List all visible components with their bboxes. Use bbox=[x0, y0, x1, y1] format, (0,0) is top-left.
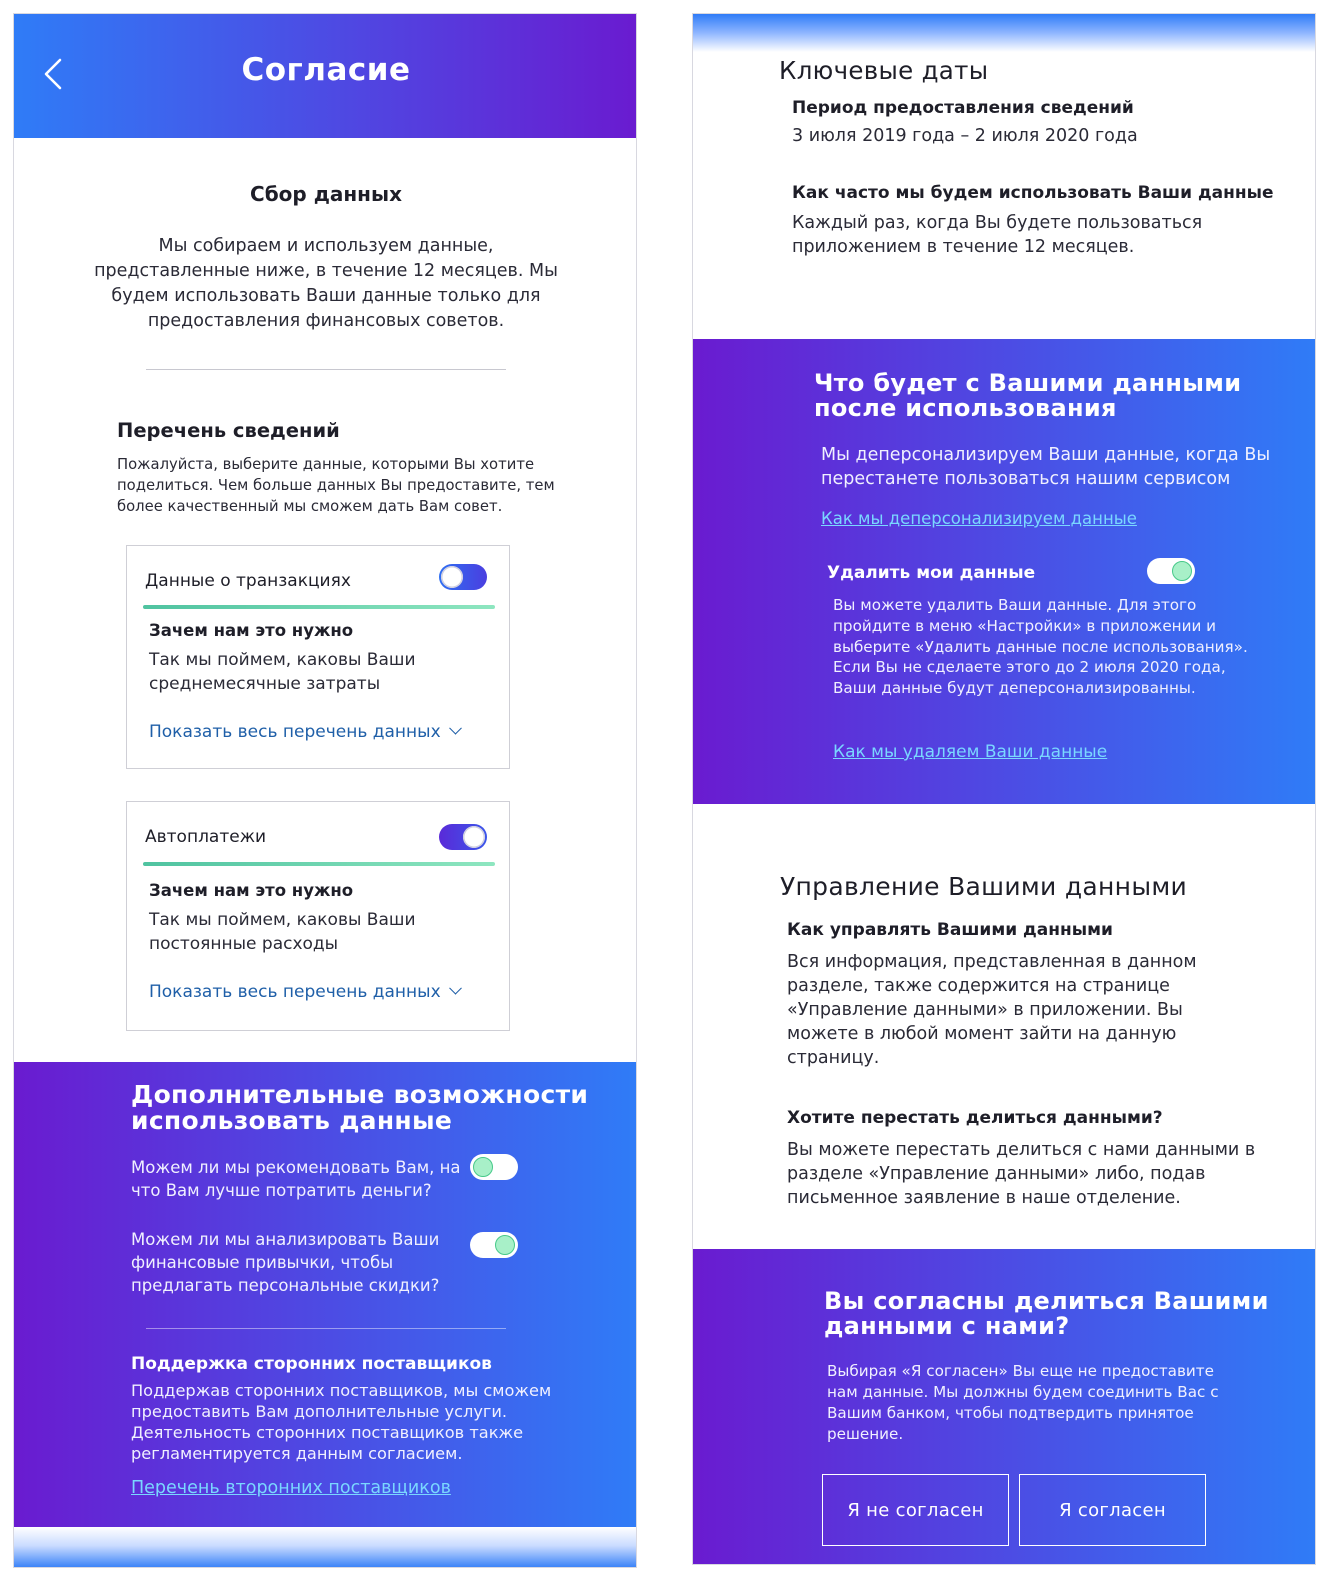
third-party-text: Поддержав сторонних поставщиков, мы сможем предоставить Вам дополнительные услуги. Деятельность сторонних поставщиков также регламентируется данным согласием. bbox=[131, 1381, 552, 1463]
chevron-down-icon bbox=[449, 982, 462, 995]
toggle-knob bbox=[473, 1157, 493, 1177]
how-to-manage-text: Вся информация, представленная в данном разделе, также содержится на странице «Управление данными» в приложении. Вы можете в любой момент зайти на данную страницу. bbox=[787, 952, 1197, 1068]
page-title: Согласие bbox=[241, 52, 411, 88]
card-why-label: Зачем нам это нужно bbox=[149, 621, 354, 640]
show-all-label: Показать весь перечень данных bbox=[149, 722, 441, 742]
card-title: Данные о транзакциях bbox=[145, 571, 351, 591]
period-label: Период предоставления сведений bbox=[792, 98, 1134, 118]
delete-data-link[interactable]: Как мы удаляем Ваши данные bbox=[833, 742, 1108, 762]
decline-button[interactable]: Я не согласен bbox=[822, 1474, 1009, 1546]
card-why-text: Так мы поймем, каковы Ваши среднемесячные затраты bbox=[149, 650, 416, 694]
bottom-gradient-strip bbox=[14, 1527, 637, 1568]
key-dates-title: Ключевые даты bbox=[779, 56, 989, 85]
accept-button[interactable]: Я согласен bbox=[1019, 1474, 1206, 1546]
recommend-toggle[interactable] bbox=[470, 1154, 518, 1180]
divider bbox=[146, 1328, 506, 1329]
extra-uses-section bbox=[14, 1062, 637, 1527]
top-gradient-strip bbox=[693, 14, 1316, 52]
analyze-question: Можем ли мы анализировать Ваши финансовые привычки, чтобы предлагать персональные скидки? bbox=[131, 1230, 440, 1295]
delete-data-toggle[interactable] bbox=[1147, 558, 1195, 584]
show-all-data-link[interactable] bbox=[149, 982, 460, 1002]
info-list-text: Пожалуйста, выберите данные, которыми Вы хотите поделиться. Чем больше данных Вы предоставите, тем более качественный мы сможем дать Вам совет. bbox=[117, 456, 555, 515]
toggle-knob bbox=[495, 1235, 515, 1255]
header-bar bbox=[14, 14, 637, 138]
stop-sharing-text: Вы можете перестать делиться с нами данными в разделе «Управление данными» либо, подав письменное заявление в наше отделение. bbox=[787, 1140, 1256, 1208]
extra-title: Дополнительные возможности использовать данные bbox=[131, 1080, 589, 1135]
period-value: 3 июля 2019 года – 2 июля 2020 года bbox=[792, 126, 1138, 146]
transactions-toggle[interactable] bbox=[439, 564, 487, 590]
divider bbox=[146, 369, 506, 370]
consent-left-panel bbox=[13, 13, 637, 1568]
delete-data-text: Вы можете удалить Ваши данные. Для этого пройдите в меню «Настройки» в приложении и выберите «Удалить данные после использования». Если Вы не сделаете этого до 2 июля 2020 года, Ваши данные будут деперсонализированны. bbox=[833, 596, 1248, 698]
show-all-label: Показать весь перечень данных bbox=[149, 982, 441, 1002]
depersonalize-link[interactable]: Как мы деперсонализируем данные bbox=[821, 509, 1137, 528]
card-title: Автоплатежи bbox=[145, 827, 267, 847]
toggle-knob bbox=[1172, 561, 1192, 581]
data-card-autopayments bbox=[126, 801, 510, 1031]
card-why-label: Зачем нам это нужно bbox=[149, 881, 354, 900]
agree-section bbox=[693, 1249, 1316, 1565]
recommend-question: Можем ли мы рекомендовать Вам, на что Вам лучше потратить деньги? bbox=[131, 1158, 461, 1200]
frequency-label: Как часто мы будем использовать Ваши данные bbox=[792, 183, 1274, 203]
third-party-title: Поддержка сторонних поставщиков bbox=[131, 1354, 492, 1374]
toggle-knob bbox=[463, 826, 485, 848]
toggle-knob bbox=[441, 566, 463, 588]
stop-sharing-label: Хотите перестать делиться данными? bbox=[787, 1108, 1163, 1128]
collection-text: Мы собираем и используем данные, представленные ниже, в течение 12 месяцев. Мы будем использовать Ваши данные только для предоставления финансовых советов. bbox=[94, 236, 558, 331]
card-accent-line bbox=[143, 862, 495, 866]
card-accent-line bbox=[143, 605, 495, 609]
chevron-down-icon bbox=[449, 722, 462, 735]
card-why-text: Так мы поймем, каковы Ваши постоянные расходы bbox=[149, 910, 416, 954]
how-to-manage-label: Как управлять Вашими данными bbox=[787, 920, 1113, 940]
data-card-transactions bbox=[126, 545, 510, 769]
analyze-toggle[interactable] bbox=[470, 1232, 518, 1258]
info-list-title: Перечень сведений bbox=[117, 419, 340, 442]
frequency-value: Каждый раз, когда Вы будете пользоваться приложением в течение 12 месяцев. bbox=[792, 213, 1203, 257]
collection-title: Сбор данных bbox=[250, 182, 402, 206]
after-use-title: Что будет с Вашими данными после использования bbox=[814, 369, 1242, 422]
third-party-list-link[interactable]: Перечень второнних поставщиков bbox=[131, 1478, 451, 1498]
consent-right-panel bbox=[692, 13, 1316, 1565]
agree-text: Выбирая «Я согласен» Вы еще не предоставите нам данные. Мы должны будем соединить Вас с Вашим банком, чтобы подтвердить принятое решение. bbox=[827, 1362, 1219, 1443]
manage-title: Управление Вашими данными bbox=[780, 872, 1188, 901]
after-use-text: Мы деперсонализируем Ваши данные, когда Вы перестанете пользоваться нашим сервисом bbox=[821, 445, 1271, 489]
autopayments-toggle[interactable] bbox=[439, 824, 487, 850]
delete-data-label: Удалить мои данные bbox=[827, 563, 1036, 583]
show-all-data-link[interactable] bbox=[149, 722, 460, 742]
agree-title: Вы согласны делиться Вашими данными с нами? bbox=[824, 1287, 1269, 1340]
after-use-section bbox=[693, 339, 1316, 804]
